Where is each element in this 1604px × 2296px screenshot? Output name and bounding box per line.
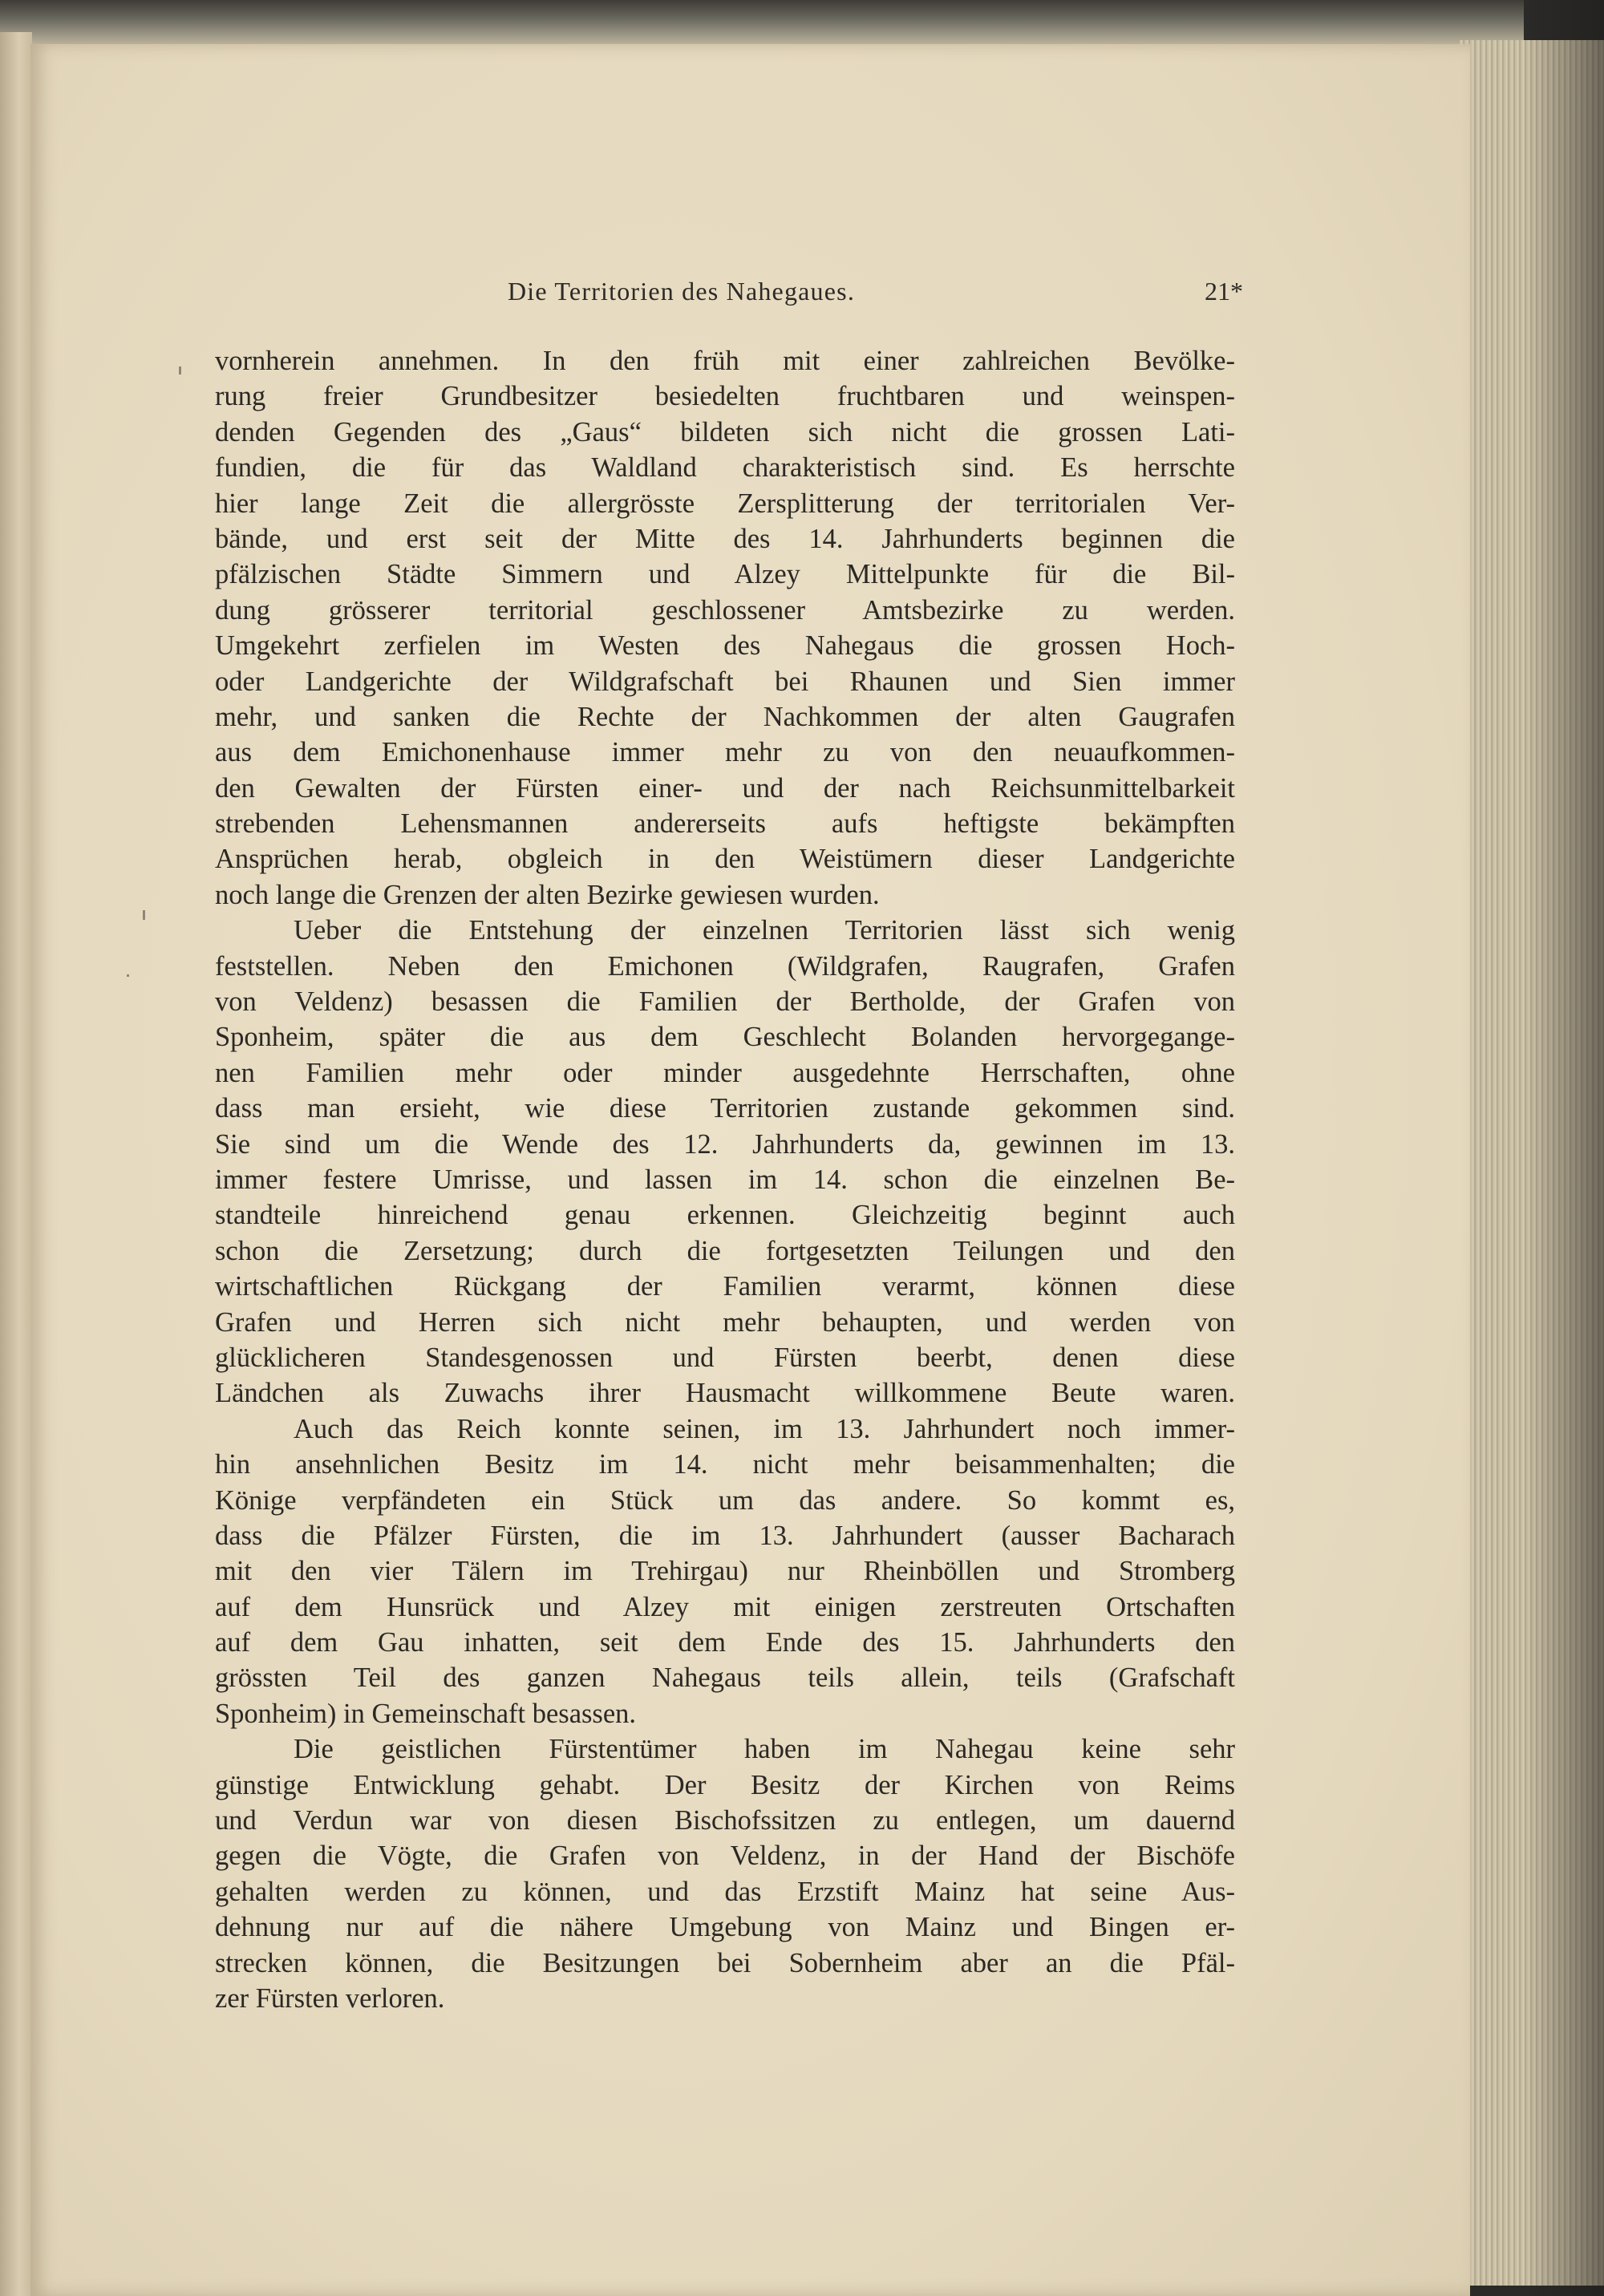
text-line: Sie sind um die Wende des 12. Jahrhunderts da, gewinnen im 13. [215, 1128, 1235, 1160]
text-line: wirtschaftlichen Rückgang der Familien verarmt, können diese [215, 1271, 1235, 1302]
text-line: gehalten werden zu können, und das Erzstift Mainz hat seine Aus- [215, 1876, 1235, 1907]
text-line: Könige verpfändeten ein Stück um das andere. So kommt es, [215, 1484, 1235, 1516]
text-line: bände, und erst seit der Mitte des 14. Jahrhunderts beginnen die [215, 523, 1235, 554]
text-line: standteile hinreichend genau erkennen. Gleichzeitig beginnt auch [215, 1200, 1235, 1231]
paragraph-start-line: Ueber die Entstehung der einzelnen Territorien lässt sich wenig [294, 915, 1235, 946]
text-line: zer Fürsten verloren. [215, 1982, 445, 2014]
text-line: aus dem Emichonenhause immer mehr zu von den neuaufkommen- [215, 737, 1235, 768]
text-line: pfälzischen Städte Simmern und Alzey Mittelpunkte für die Bil- [215, 559, 1235, 590]
text-line: Sponheim, später die aus dem Geschlecht Bolanden hervorgegange- [215, 1022, 1235, 1053]
text-line: und Verdun war von diesen Bischofssitzen zu entlegen, um dauernd [215, 1805, 1235, 1836]
previous-page-edge [0, 32, 32, 2296]
text-line: vornherein annehmen. In den früh mit einer zahlreichen Bevölke- [215, 346, 1235, 376]
text-line: feststellen. Neben den Emichonen (Wildgrafen, Raugrafen, Grafen [215, 950, 1235, 982]
text-line: gegen die Vögte, die Grafen von Veldenz, in der Hand der Bischöfe [215, 1840, 1235, 1872]
page-header [215, 277, 1243, 317]
text-line: günstige Entwicklung gehabt. Der Besitz der Kirchen von Reims [215, 1769, 1235, 1800]
text-line: mit den vier Tälern im Trehirgau) nur Rheinböllen und Stromberg [215, 1556, 1235, 1587]
margin-mark [179, 366, 181, 375]
text-line: dung grösserer territorial geschlossener Amtsbezirke zu werden. [215, 594, 1235, 626]
text-line: strebenden Lehensmannen andererseits aufs heftigste bekämpften [215, 808, 1235, 840]
text-line: rung freier Grundbesitzer besiedelten fruchtbaren und weinspen- [215, 381, 1235, 412]
text-line: dass man ersieht, wie diese Territorien zustande gekommen sind. [215, 1093, 1235, 1124]
text-line: auf dem Hunsrück und Alzey mit einigen zerstreuten Ortschaften [215, 1591, 1235, 1622]
paragraph-start-line: Die geistlichen Fürstentümer haben im Nahegau keine sehr [294, 1734, 1235, 1765]
text-line: dass die Pfälzer Fürsten, die im 13. Jahrhundert (ausser Bacharach [215, 1520, 1235, 1551]
text-line: grössten Teil des ganzen Nahegaus teils allein, teils (Grafschaft [215, 1662, 1235, 1694]
text-line: noch lange die Grenzen der alten Bezirke gewiesen wurden. [215, 879, 880, 910]
body-text [215, 343, 1235, 2016]
text-line: glücklicheren Standesgenossen und Fürsten beerbt, denen diese [215, 1342, 1235, 1373]
paragraph-start-line: Auch das Reich konnte seinen, im 13. Jahrhundert noch immer- [294, 1413, 1235, 1444]
text-line: Grafen und Herren sich nicht mehr behaupten, und werden von [215, 1306, 1235, 1338]
text-line: von Veldenz) besassen die Familien der Bertholde, der Grafen von [215, 986, 1235, 1018]
book-top-edge [0, 0, 1524, 48]
margin-mark [127, 974, 129, 977]
page-number: 21* [1205, 277, 1243, 306]
text-line: schon die Zersetzung; durch die fortgesetzten Teilungen und den [215, 1235, 1235, 1266]
text-line: denden Gegenden des „Gaus“ bildeten sich nicht die grossen Lati- [215, 416, 1235, 447]
text-line: den Gewalten der Fürsten einer- und der nach Reichsunmittelbarkeit [215, 772, 1235, 804]
text-line: Ländchen als Zuwachs ihrer Hausmacht willkommene Beute waren. [215, 1378, 1235, 1409]
text-line: fundien, die für das Waldland charakteristisch sind. Es herrschte [215, 452, 1235, 484]
text-line: Sponheim) in Gemeinschaft besassen. [215, 1698, 637, 1729]
text-line: dehnung nur auf die nähere Umgebung von Mainz und Bingen er- [215, 1912, 1235, 1943]
text-line: immer festere Umrisse, und lassen im 14. schon die einzelnen Be- [215, 1164, 1235, 1195]
text-line: oder Landgerichte der Wildgrafschaft bei Rhaunen und Sien immer [215, 666, 1235, 697]
text-line: Umgekehrt zerfielen im Westen des Nahegaus die grossen Hoch- [215, 630, 1235, 662]
text-line: auf dem Gau inhatten, seit dem Ende des 15. Jahrhunderts den [215, 1627, 1235, 1658]
text-line: mehr, und sanken die Rechte der Nachkommen der alten Gaugrafen [215, 701, 1235, 732]
text-line: hin ansehnlichen Besitz im 14. nicht mehr beisammenhalten; die [215, 1449, 1235, 1480]
text-line: Ansprüchen herab, obgleich in den Weistümern dieser Landgerichte [215, 844, 1235, 875]
text-line: strecken können, die Besitzungen bei Sobernheim aber an die Pfäl- [215, 1947, 1235, 1978]
running-title: Die Territorien des Nahegaues. [508, 277, 856, 306]
margin-mark [143, 910, 145, 920]
text-line: hier lange Zeit die allergrösste Zersplitterung der territorialen Ver- [215, 488, 1235, 519]
page-stack-shadow [1524, 0, 1604, 2296]
text-line: nen Familien mehr oder minder ausgedehnte Herrschaften, ohne [215, 1057, 1235, 1088]
